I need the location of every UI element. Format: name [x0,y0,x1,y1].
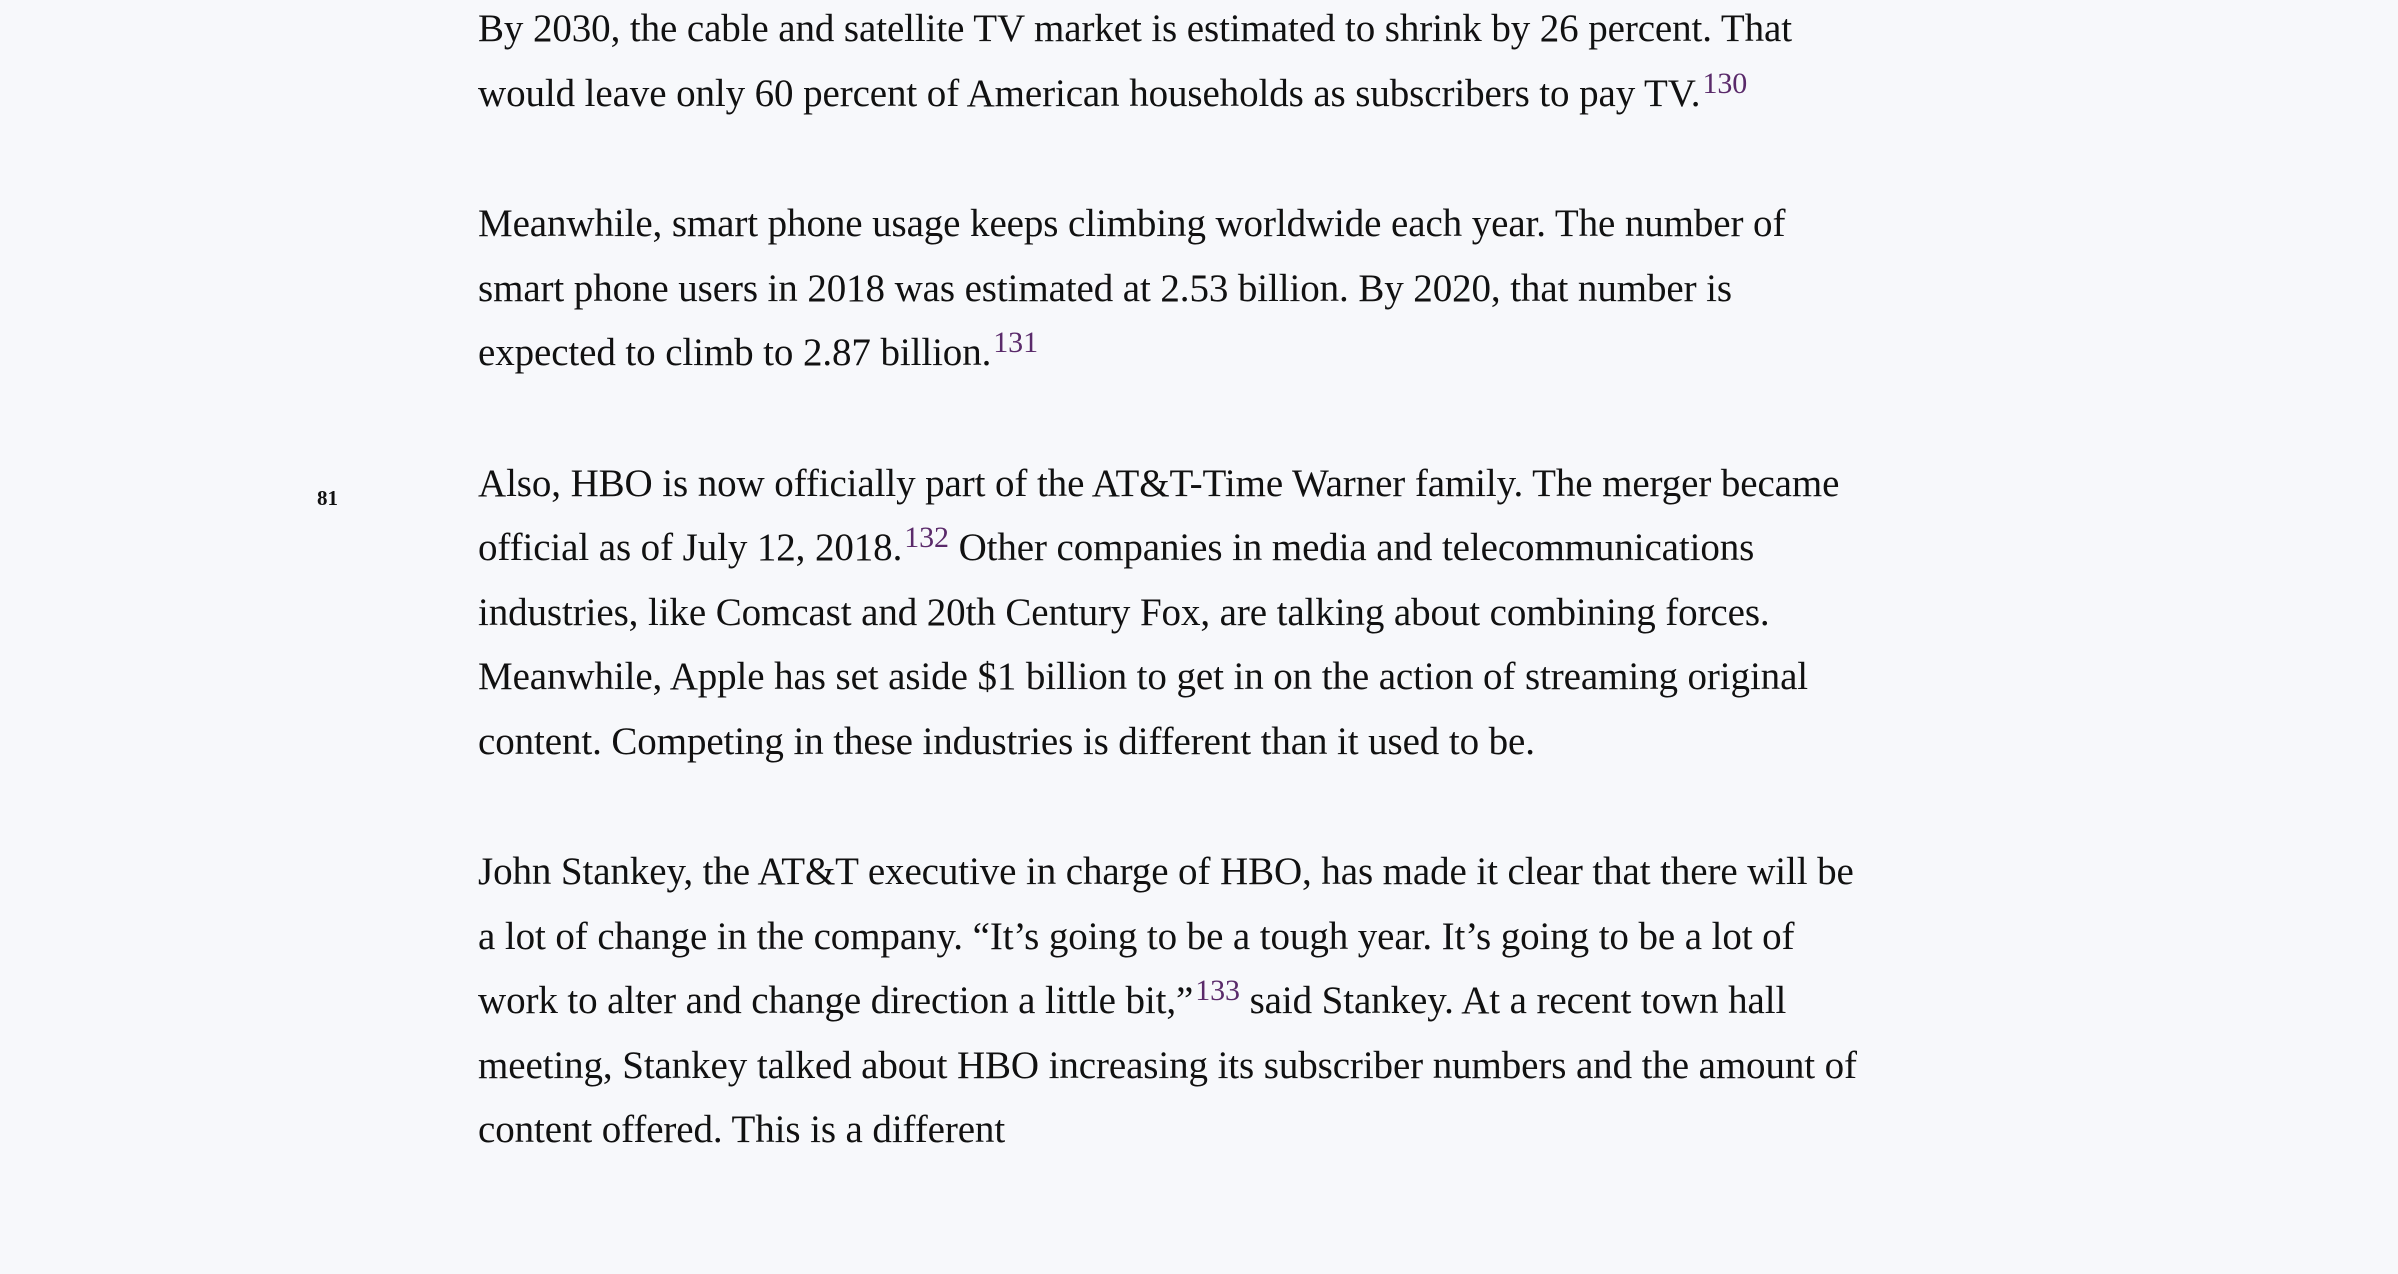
paragraph-smart-phone-usage [478,192,1868,386]
footnote-link-132[interactable]: 132 [904,521,949,555]
book-text-column [478,0,1868,1229]
paragraph-text: Also, HBO is now officially part of the AT&T-Time Warner family. The merger became official as of July 12, 2018. [478,461,1840,569]
paragraph-text: John Stankey, the AT&T executive in charge of HBO, has made it clear that there will be a lot of change in the company. “It’s going to be a tough year. It’s going to be a lot of work to alter and change direction a little bit,” [478,850,1854,1022]
paragraph-text: Other companies in media and telecommunications industries, like Comcast and 20th Century Fox, are talking about combining forces. Meanwhile, Apple has set aside $1 billion to get in on the action of streaming original content. Competing in these industries is different than it used to be. [478,526,1809,763]
page-number: 81 [317,486,338,510]
paragraph-text: said Stankey. At a recent town hall meeting, Stankey talked about HBO increasing its subscriber numbers and the amount of content offered. This is a different [478,979,1857,1151]
footnote-link-131[interactable]: 131 [993,326,1038,360]
footnote-link-133[interactable]: 133 [1195,974,1240,1008]
paragraph-hbo-merger [478,452,1868,775]
paragraph-stankey-quote [478,840,1868,1163]
paragraph-text: By 2030, the cable and satellite TV market is estimated to shrink by 26 percent. That would leave only 60 percent of American households as subscribers to pay TV. [478,7,1792,115]
paragraph-pay-tv-decline [478,0,1868,126]
paragraph-text: Meanwhile, smart phone usage keeps climbing worldwide each year. The number of smart phone users in 2018 was estimated at 2.53 billion. By 2020, that number is expected to climb to 2.87 billion. [478,202,1786,374]
footnote-link-130[interactable]: 130 [1702,66,1748,100]
